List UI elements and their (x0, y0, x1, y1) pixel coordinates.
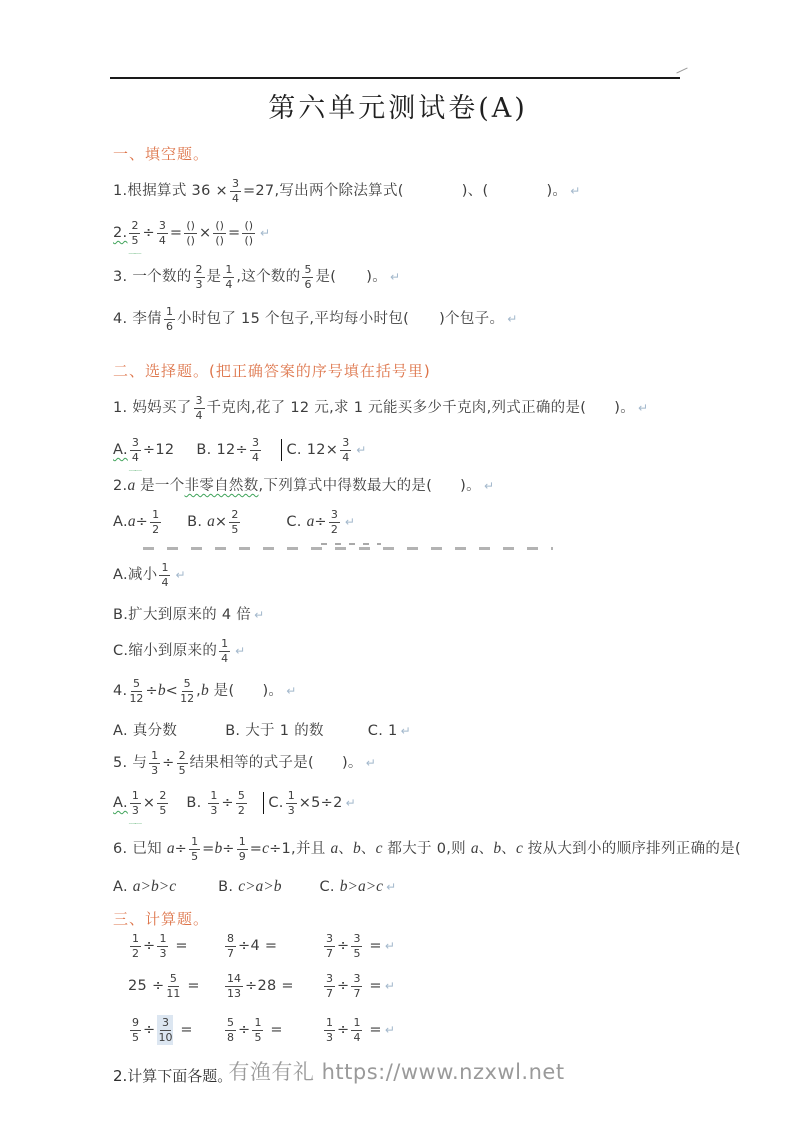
fraction: $\frac{3}{2}$ (330, 508, 338, 536)
choice-question-2-options (113, 509, 757, 535)
text-run: A. (113, 878, 133, 895)
text-run: ÷28 = (245, 977, 294, 994)
text-run: 是 (206, 268, 222, 285)
text-run: 5. 与 (113, 754, 148, 771)
text-run: A. (113, 794, 128, 811)
choice-question-1 (113, 395, 757, 421)
fraction: $\frac{1}{4}$ (221, 637, 229, 665)
paragraph-return-icon: ↵ (344, 515, 355, 529)
text-run: < (165, 682, 179, 699)
fraction: $\frac{5}{6}$ (304, 263, 312, 291)
fraction-highlighted: $\frac{3}{10}$ (158, 1016, 173, 1044)
calc-expression (322, 1017, 395, 1043)
variable: b>a>c (339, 878, 384, 896)
paragraph-return-icon: ↵ (386, 880, 397, 894)
text-run: C. (268, 794, 284, 811)
paragraph-return-icon: ↵ (384, 979, 395, 993)
text-run: 、 (338, 840, 354, 857)
fraction: $\frac{5}{11}$ (166, 972, 181, 1000)
text-run: 6. 已知 (113, 840, 167, 857)
text-run: B. (187, 513, 208, 530)
text-run: B. 12÷ (196, 441, 248, 458)
text-run: 小时包了 15 个包子,平均每小时包( (176, 310, 410, 327)
paragraph-return-icon: ↵ (390, 270, 401, 284)
paragraph-return-icon: ↵ (345, 796, 356, 810)
variable: b (201, 682, 209, 700)
fill-question-4 (113, 306, 757, 332)
paragraph-return-icon: ↵ (254, 608, 265, 622)
section-calc-header: 三、计算题。 (113, 910, 210, 928)
text-cursor (263, 792, 265, 814)
text-run: = (364, 937, 382, 954)
choice-question-2 (113, 473, 757, 499)
calc-expression (223, 973, 322, 999)
text-run: 4. (113, 682, 128, 699)
fraction: $\frac{3}{4}$ (195, 394, 203, 422)
choice-question-5 (113, 750, 757, 776)
text-run: 千克肉,花了 12 元,求 1 元能买多少千克肉,列式正确的是( (206, 399, 587, 416)
paragraph-return-icon: ↵ (570, 184, 581, 198)
section-choice-header: 二、选择题。(把正确答案的序号填在括号里) (113, 362, 431, 380)
text-run: C. (286, 513, 307, 530)
fill-question-3 (113, 264, 757, 290)
text-run: × (214, 513, 228, 530)
text-run: × (198, 224, 212, 241)
text-run: B. (218, 878, 239, 895)
fraction: $\frac{14}{13}$ (227, 972, 241, 1000)
text-run: 是( (315, 268, 337, 285)
paragraph-return-icon: ↵ (175, 568, 186, 582)
calc-row-2 (113, 973, 757, 999)
fraction: $\frac{1}{2}$ (132, 932, 139, 960)
text-run: 4. 李倩 (113, 310, 162, 327)
text-cursor (281, 439, 283, 461)
text-run: = (364, 977, 382, 994)
paragraph-return-icon: ↵ (400, 724, 411, 738)
text-run: 非零自然数 (184, 477, 259, 494)
text-run: B.扩大到原来的 4 倍 (113, 606, 252, 623)
variable: a (306, 513, 315, 531)
fraction: $\frac{2}{5}$ ﹏﹏ (129, 220, 140, 246)
fraction: $\frac{2}{5}$ (159, 789, 167, 817)
variable: b (214, 840, 223, 858)
text-run: )、( (461, 182, 489, 199)
choice-question-3-option-c (113, 638, 757, 664)
text-run: ,这个数的 (236, 268, 301, 285)
paragraph-return-icon: ↵ (356, 443, 367, 457)
fraction: $\frac{3}{4}$ (251, 436, 259, 464)
variable: a (127, 477, 136, 495)
paragraph-return-icon: ↵ (507, 312, 518, 326)
text-run: A. 真分数 (113, 722, 178, 739)
fraction: $\frac{5}{8}$ (227, 1016, 234, 1044)
calc-expression (128, 973, 223, 999)
choice-question-1-options (113, 437, 757, 463)
fraction: $\frac{()}{()}$ (215, 219, 224, 247)
fraction: $\frac{1}{4}$ (161, 561, 169, 589)
text-run: ÷ (238, 1021, 251, 1038)
fraction: $\frac{5}{12}$ (129, 677, 144, 705)
text-run: ÷ (337, 1021, 350, 1038)
variable: b (353, 840, 361, 858)
fraction: $\frac{3}{5}$ (353, 932, 361, 960)
text-run: = (364, 1021, 382, 1038)
fraction: $\frac{1}{6}$ (165, 305, 173, 333)
text-run: 2. (113, 224, 128, 241)
text-run: 是( (208, 682, 235, 699)
text-run: )。 (262, 682, 284, 699)
calc-expression (128, 1015, 223, 1045)
paragraph-return-icon: ↵ (286, 684, 297, 698)
calc-expression (128, 933, 223, 959)
page-title: 第六单元测试卷(A) (268, 93, 528, 124)
text-run: ÷ (221, 794, 234, 811)
paragraph-return-icon: ↵ (365, 756, 376, 770)
text-run: )。 (366, 268, 387, 285)
calc-expression (322, 933, 395, 959)
variable: a (127, 513, 136, 531)
paragraph-return-icon: ↵ (235, 644, 246, 658)
fill-question-2 (113, 220, 757, 246)
text-run: ÷ (174, 840, 188, 857)
choice-question-4-options (113, 718, 757, 744)
fraction: $\frac{3}{7}$ (326, 932, 333, 960)
paragraph-return-icon: ↵ (483, 479, 494, 493)
paragraph-return-icon: ↵ (638, 401, 649, 415)
variable: a (207, 513, 215, 531)
watermark-footer: 有渔有礼 https://www.nzxwl.net (228, 1060, 565, 1084)
fraction: $\frac{2}{5}$ (231, 508, 239, 536)
text-run: ×5÷2 (298, 794, 343, 811)
text-run: A. (113, 441, 128, 458)
fraction: $\frac{3}{4}$ ﹏﹏ (130, 437, 141, 463)
fraction: $\frac{1}{5}$ (191, 835, 199, 863)
fraction: $\frac{1}{3}$ (159, 932, 167, 960)
text-run: )。 (546, 182, 568, 199)
variable: a>b>c (132, 878, 177, 896)
fraction: $\frac{1}{3}$ (326, 1016, 333, 1044)
choice-question-6 (113, 836, 757, 862)
fraction: $\frac{1}{3}$ (210, 789, 218, 817)
text-run: ÷ (145, 682, 158, 699)
fraction: $\frac{1}{9}$ (238, 835, 246, 863)
text-run: ÷ (142, 224, 155, 241)
text-run: 1. 妈妈买了 (113, 399, 192, 416)
choice-question-3-option-b (113, 602, 757, 628)
fraction: $\frac{1}{2}$ (152, 508, 160, 536)
text-run: = (249, 840, 263, 857)
text-run: A. (113, 513, 128, 530)
text-run: )。 (460, 477, 481, 494)
text-run: ÷ (337, 937, 350, 954)
choice-question-4 (113, 678, 757, 704)
text-run: ÷1,并且 (269, 840, 331, 857)
text-run: 2. (113, 477, 128, 494)
fraction: $\frac{3}{4}$ (158, 219, 166, 247)
variable: b (493, 840, 502, 858)
text-run: = (227, 224, 241, 241)
fraction: $\frac{1}{3}$ ﹏﹏ (130, 790, 141, 816)
text-run: = (265, 1021, 283, 1038)
text-run: B. 大于 1 的数 (225, 722, 324, 739)
text-run: ÷12 (142, 441, 175, 458)
fraction: $\frac{2}{5}$ (178, 749, 186, 777)
paragraph-return-icon: ↵ (384, 1023, 395, 1037)
text-run: 结果相等的式子是( (189, 754, 314, 771)
clipped-text-line (113, 543, 757, 552)
fraction: $\frac{8}{7}$ (227, 932, 234, 960)
calc-row-3 (113, 1015, 757, 1045)
text-run: A.减小 (113, 566, 158, 583)
text-run: C. (319, 878, 340, 895)
text-run: 、 (501, 840, 516, 857)
fraction: $\frac{9}{5}$ (132, 1016, 139, 1044)
text-run: )个包子。 (439, 310, 505, 327)
fraction: $\frac{2}{3}$ (195, 263, 203, 291)
variable: c (375, 840, 383, 858)
calc-expression (223, 933, 322, 959)
text-run: )。 (614, 399, 636, 416)
fraction: $\frac{()}{()}$ (186, 219, 195, 247)
section-fill-header: 一、填空题。 (113, 145, 210, 163)
header-rule (110, 77, 680, 79)
choice-question-5-options (113, 790, 757, 816)
text-run: C. 12× (286, 441, 339, 458)
text-run: ÷ (162, 754, 175, 771)
choice-question-6-options (113, 874, 757, 900)
fraction: $\frac{5}{2}$ (237, 789, 245, 817)
variable: a (330, 840, 339, 858)
text-run: ÷ (143, 1021, 156, 1038)
paragraph-return-icon: ↵ (384, 939, 395, 953)
text-run: C.缩小到原来的 (113, 642, 218, 659)
fraction: $\frac{3}{7}$ (353, 972, 361, 1000)
fraction: $\frac{3}{7}$ (326, 972, 333, 1000)
calc-expression (322, 973, 395, 999)
variable: c (262, 840, 270, 858)
variable: b (157, 682, 166, 700)
fraction: $\frac{()}{()}$ (244, 219, 254, 247)
text-run: ,下列算式中得数最大的是( (258, 477, 433, 494)
variable: a (470, 840, 479, 858)
text-run: 、 (360, 840, 376, 857)
text-run: = (170, 937, 188, 954)
text-run: 25 ÷ (128, 977, 165, 994)
text-run: ÷ (222, 840, 235, 857)
text-run: ÷ (135, 513, 149, 530)
text-run: = (175, 1021, 193, 1038)
fraction: $\frac{1}{4}$ (353, 1016, 361, 1044)
text-run: 是一个 (135, 477, 185, 494)
text-run: 1.根据算式 36 × (113, 182, 228, 199)
fraction: $\frac{1}{3}$ (287, 789, 295, 817)
text-run: × (142, 794, 156, 811)
fraction: $\frac{1}{5}$ (254, 1016, 262, 1044)
fill-question-1 (113, 178, 757, 204)
fraction: $\frac{3}{4}$ (231, 177, 239, 205)
text-run: = (169, 224, 183, 241)
text-run: , (196, 682, 202, 699)
text-run: ÷ (314, 513, 327, 530)
variable: c>a>b (238, 878, 282, 896)
calc-row-1 (113, 933, 757, 959)
text-run: ÷ (143, 937, 156, 954)
text-run: ÷ (337, 977, 350, 994)
text-run: 按从大到小的顺序排列正确的是( (522, 840, 741, 857)
fraction: $\frac{5}{12}$ (180, 677, 195, 705)
text-run: = (202, 840, 215, 857)
text-run: 都大于 0,则 (382, 840, 471, 857)
text-run: = (182, 977, 200, 994)
text-run: )。 (341, 754, 363, 771)
fraction: $\frac{3}{4}$ (342, 436, 350, 464)
text-run: ÷4 = (238, 937, 278, 954)
variable: c (515, 840, 523, 858)
text-run: B. (186, 794, 207, 811)
fraction: $\frac{1}{4}$ (225, 263, 233, 291)
text-run: C. 1 (367, 722, 398, 739)
text-run: 3. 一个数的 (113, 268, 192, 285)
variable: a (166, 840, 175, 858)
fraction: $\frac{1}{3}$ (151, 749, 159, 777)
paragraph-return-icon: ↵ (260, 226, 271, 240)
text-run: 、 (478, 840, 494, 857)
text-run: =27,写出两个除法算式( (242, 182, 404, 199)
calc-subquestion-2: 2.计算下面各题。 (113, 1066, 233, 1085)
calc-expression (223, 1017, 322, 1043)
choice-question-3-option-a (113, 562, 757, 588)
